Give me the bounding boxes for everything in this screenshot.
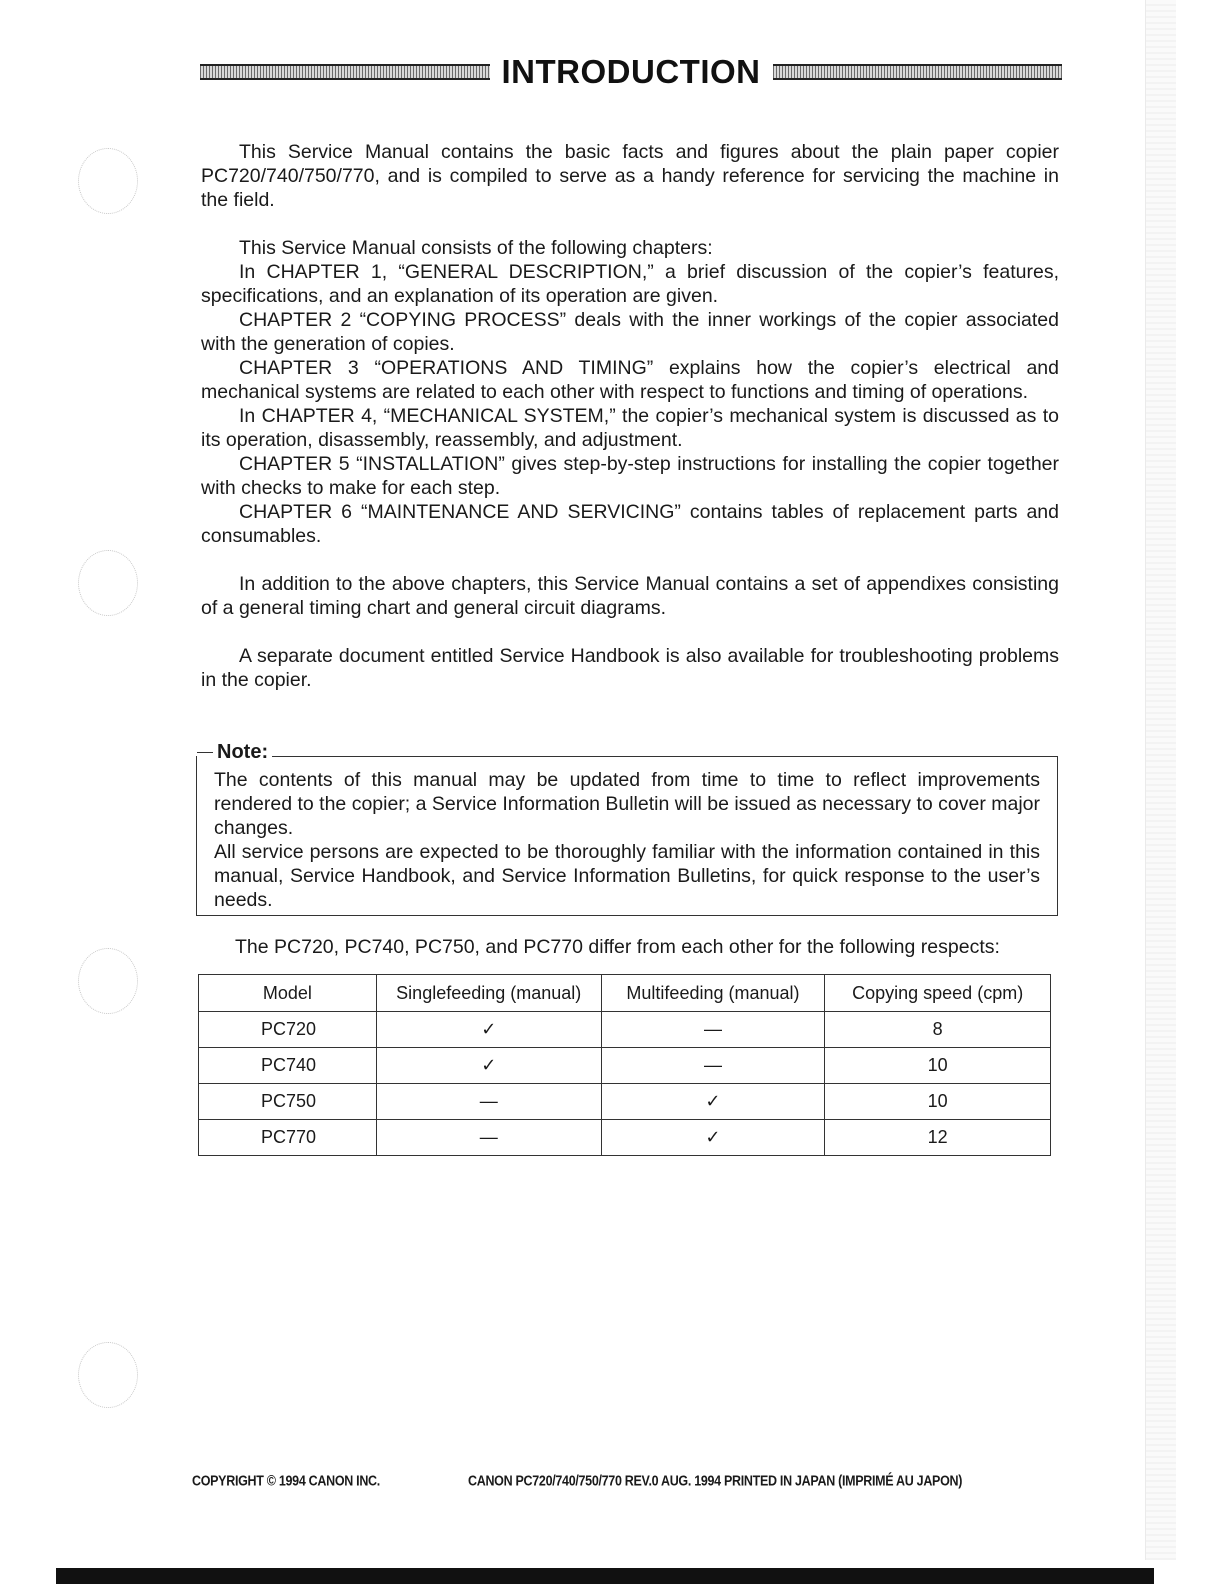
copyright-footer: COPYRIGHT © 1994 CANON INC. [192, 1472, 380, 1490]
note-text: All service persons are expected to be thoroughly familiar with the information contained in this manual, Service Handbook, and Service Information Bulletins, for quick response to the user’s needs. [214, 841, 1040, 911]
speed-cell: 12 [825, 1120, 1051, 1156]
model-cell: PC740 [199, 1048, 377, 1084]
print-info-footer: CANON PC720/740/750/770 REV.0 AUG. 1994 PRINTED IN JAPAN (IMPRIMÉ AU JAPON) [468, 1472, 963, 1490]
speed-cell: 10 [825, 1084, 1051, 1120]
table-row [199, 1048, 1051, 1084]
header-rule-right [773, 64, 1063, 80]
model-cell: PC720 [199, 1012, 377, 1048]
header-rule-left [200, 64, 490, 80]
model-differences-table [198, 974, 1051, 1156]
multifeeding-cell: — [601, 1012, 825, 1048]
page-title: INTRODUCTION [501, 53, 761, 90]
column-header: Copying speed (cpm) [825, 975, 1051, 1012]
singlefeeding-cell: — [376, 1120, 601, 1156]
table-header-row [199, 975, 1051, 1012]
model-cell: PC750 [199, 1084, 377, 1120]
intro-paragraph: This Service Manual consists of the following chapters: [239, 237, 713, 259]
chapter-summary: In CHAPTER 1, “GENERAL DESCRIPTION,” a brief discussion of the copier’s features, specifications, and an explanation of its operation are given. [201, 261, 1059, 307]
binder-holes [78, 0, 148, 1584]
chapter-summary: CHAPTER 6 “MAINTENANCE AND SERVICING” contains tables of replacement parts and consumables. [201, 501, 1059, 547]
chapter-summary: CHAPTER 5 “INSTALLATION” gives step-by-step instructions for installing the copier together with checks to make for each step. [201, 453, 1059, 499]
speed-cell: 8 [825, 1012, 1051, 1048]
punch-hole [78, 550, 138, 616]
intro-text [201, 140, 1059, 692]
intro-paragraph: In addition to the above chapters, this Service Manual contains a set of appendixes consisting of a general timing chart and general circuit diagrams. [201, 573, 1059, 619]
singlefeeding-cell: ✓ [376, 1048, 601, 1084]
singlefeeding-cell: ✓ [376, 1012, 601, 1048]
table-row [199, 1012, 1051, 1048]
model-cell: PC770 [199, 1120, 377, 1156]
page-header [200, 50, 1062, 94]
singlefeeding-cell: — [376, 1084, 601, 1120]
table-row [199, 1084, 1051, 1120]
scan-edge [1145, 0, 1176, 1560]
note-label: Note: [197, 741, 272, 764]
punch-hole [78, 948, 138, 1014]
differences-lead: The PC720, PC740, PC750, and PC770 differ from each other for the following respects: [235, 936, 1000, 958]
column-header: Model [199, 975, 377, 1012]
note-box [196, 741, 1058, 916]
punch-hole [78, 1342, 138, 1408]
multifeeding-cell: — [601, 1048, 825, 1084]
intro-paragraph: This Service Manual contains the basic facts and figures about the plain paper copier PC720/740/750/770, and is compiled to serve as a handy reference for servicing the machine in the field. [201, 141, 1059, 211]
intro-paragraph: A separate document entitled Service Handbook is also available for troubleshooting problems in the copier. [201, 645, 1059, 691]
column-header: Multifeeding (manual) [601, 975, 825, 1012]
scan-bottom-bar [56, 1568, 1154, 1584]
chapter-summary: CHAPTER 3 “OPERATIONS AND TIMING” explains how the copier’s electrical and mechanical systems are related to each other with respect to functions and timing of operations. [201, 357, 1059, 403]
column-header: Singlefeeding (manual) [376, 975, 601, 1012]
multifeeding-cell: ✓ [601, 1084, 825, 1120]
chapter-summary: CHAPTER 2 “COPYING PROCESS” deals with the inner workings of the copier associated with the generation of copies. [201, 309, 1059, 355]
punch-hole [78, 148, 138, 214]
multifeeding-cell: ✓ [601, 1120, 825, 1156]
table-row [199, 1120, 1051, 1156]
note-rule [269, 756, 1057, 757]
chapter-summary: In CHAPTER 4, “MECHANICAL SYSTEM,” the copier’s mechanical system is discussed as to its operation, disassembly, reassembly, and adjustment. [201, 405, 1059, 451]
note-body [214, 768, 1040, 912]
speed-cell: 10 [825, 1048, 1051, 1084]
note-text: The contents of this manual may be updated from time to time to reflect improvements rendered to the copier; a Service Information Bulletin will be issued as necessary to cover major changes. [214, 769, 1040, 839]
